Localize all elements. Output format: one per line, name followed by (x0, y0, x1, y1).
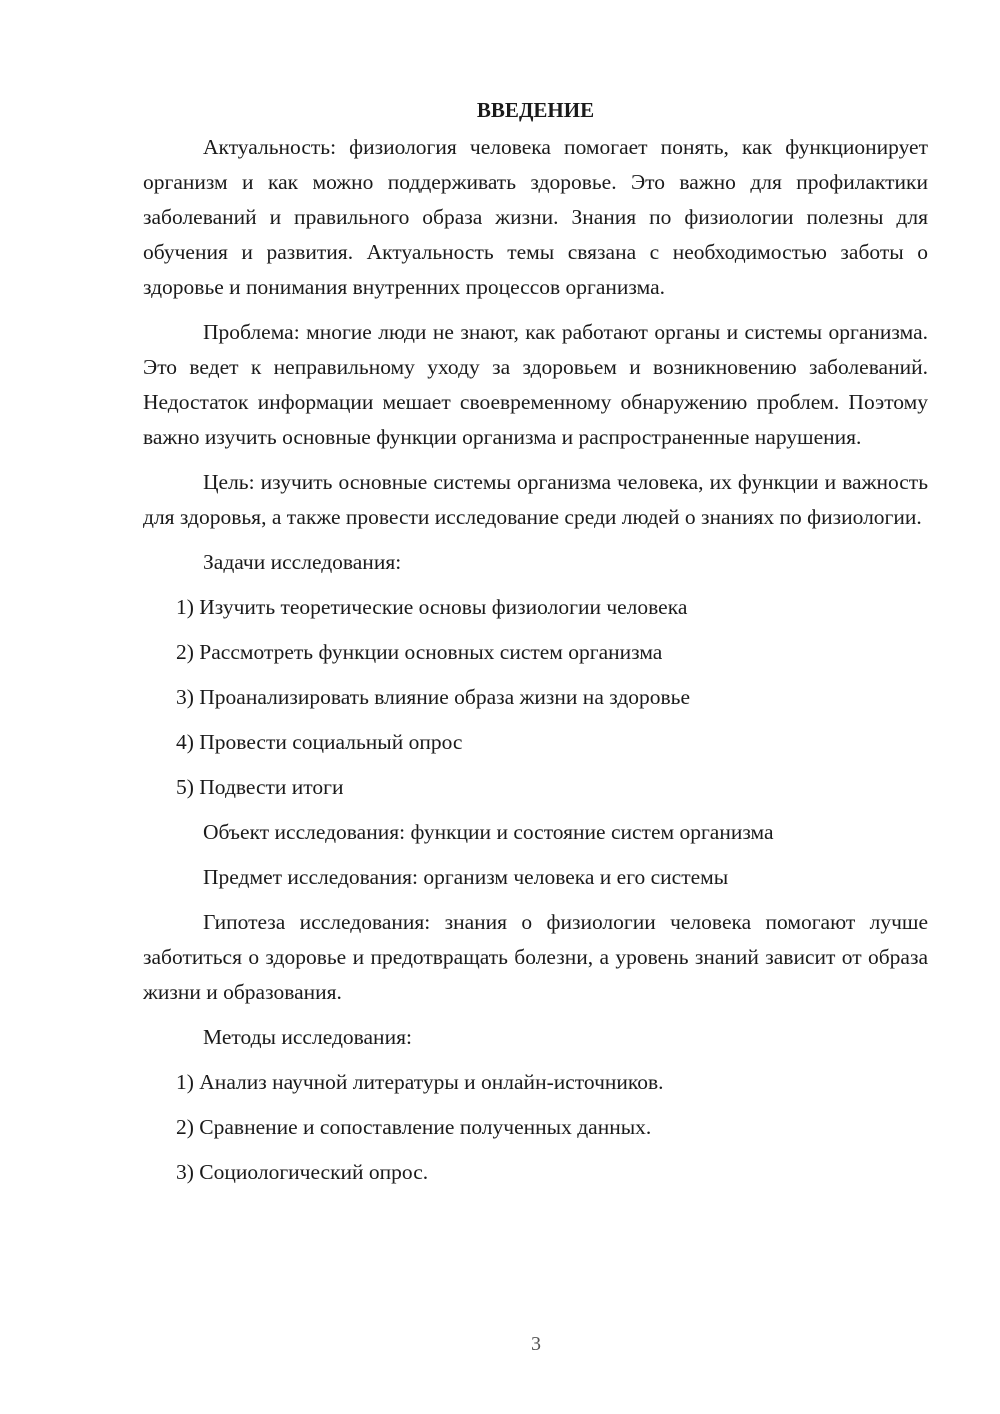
method-item: 1) Анализ научной литературы и онлайн-источников. (176, 1070, 664, 1094)
task-item: 3) Проанализировать влияние образа жизни на здоровье (176, 685, 691, 709)
task-item: 5) Подвести итоги (176, 775, 344, 799)
task-item: 1) Изучить теоретические основы физиологии человека (176, 595, 688, 619)
relevance-paragraph: Актуальность: физиология человека помогает понять, как функционирует организм и как можно поддерживать здоровье. Это важно для профилактики заболеваний и правильного образа жизни. Знания по физиологии полезны для обучения и развития. Актуальность темы связана с необходимостью заботы о здоровье и понимания внутренних процессов организма. (143, 135, 928, 299)
page-number: 3 (531, 1333, 541, 1355)
task-item: 4) Провести социальный опрос (176, 730, 463, 754)
goal-paragraph: Цель: изучить основные системы организма человека, их функции и важность для здоровья, а также провести исследование среди людей о знаниях по физиологии. (143, 470, 928, 529)
research-object: Объект исследования: функции и состояние систем организма (203, 820, 774, 844)
method-item: 2) Сравнение и сопоставление полученных данных. (176, 1115, 652, 1139)
document-page (143, 95, 928, 1200)
problem-paragraph: Проблема: многие люди не знают, как работают органы и системы организма. Это ведет к неправильному уходу за здоровьем и возникновению заболеваний. Недостаток информации мешает своевременному обнаружению проблем. Поэтому важно изучить основные функции организма и распространенные нарушения. (143, 320, 928, 449)
methods-title: Методы исследования: (203, 1025, 412, 1049)
research-subject: Предмет исследования: организм человека и его системы (203, 865, 729, 889)
tasks-title: Задачи исследования: (203, 550, 402, 574)
section-heading: ВВЕДЕНИЕ (476, 98, 595, 122)
task-item: 2) Рассмотреть функции основных систем организма (176, 640, 663, 664)
hypothesis-paragraph: Гипотеза исследования: знания о физиологии человека помогают лучше заботиться о здоровье и предотвращать болезни, а уровень знаний зависит от образа жизни и образования. (143, 910, 928, 1004)
method-item: 3) Социологический опрос. (176, 1160, 429, 1184)
